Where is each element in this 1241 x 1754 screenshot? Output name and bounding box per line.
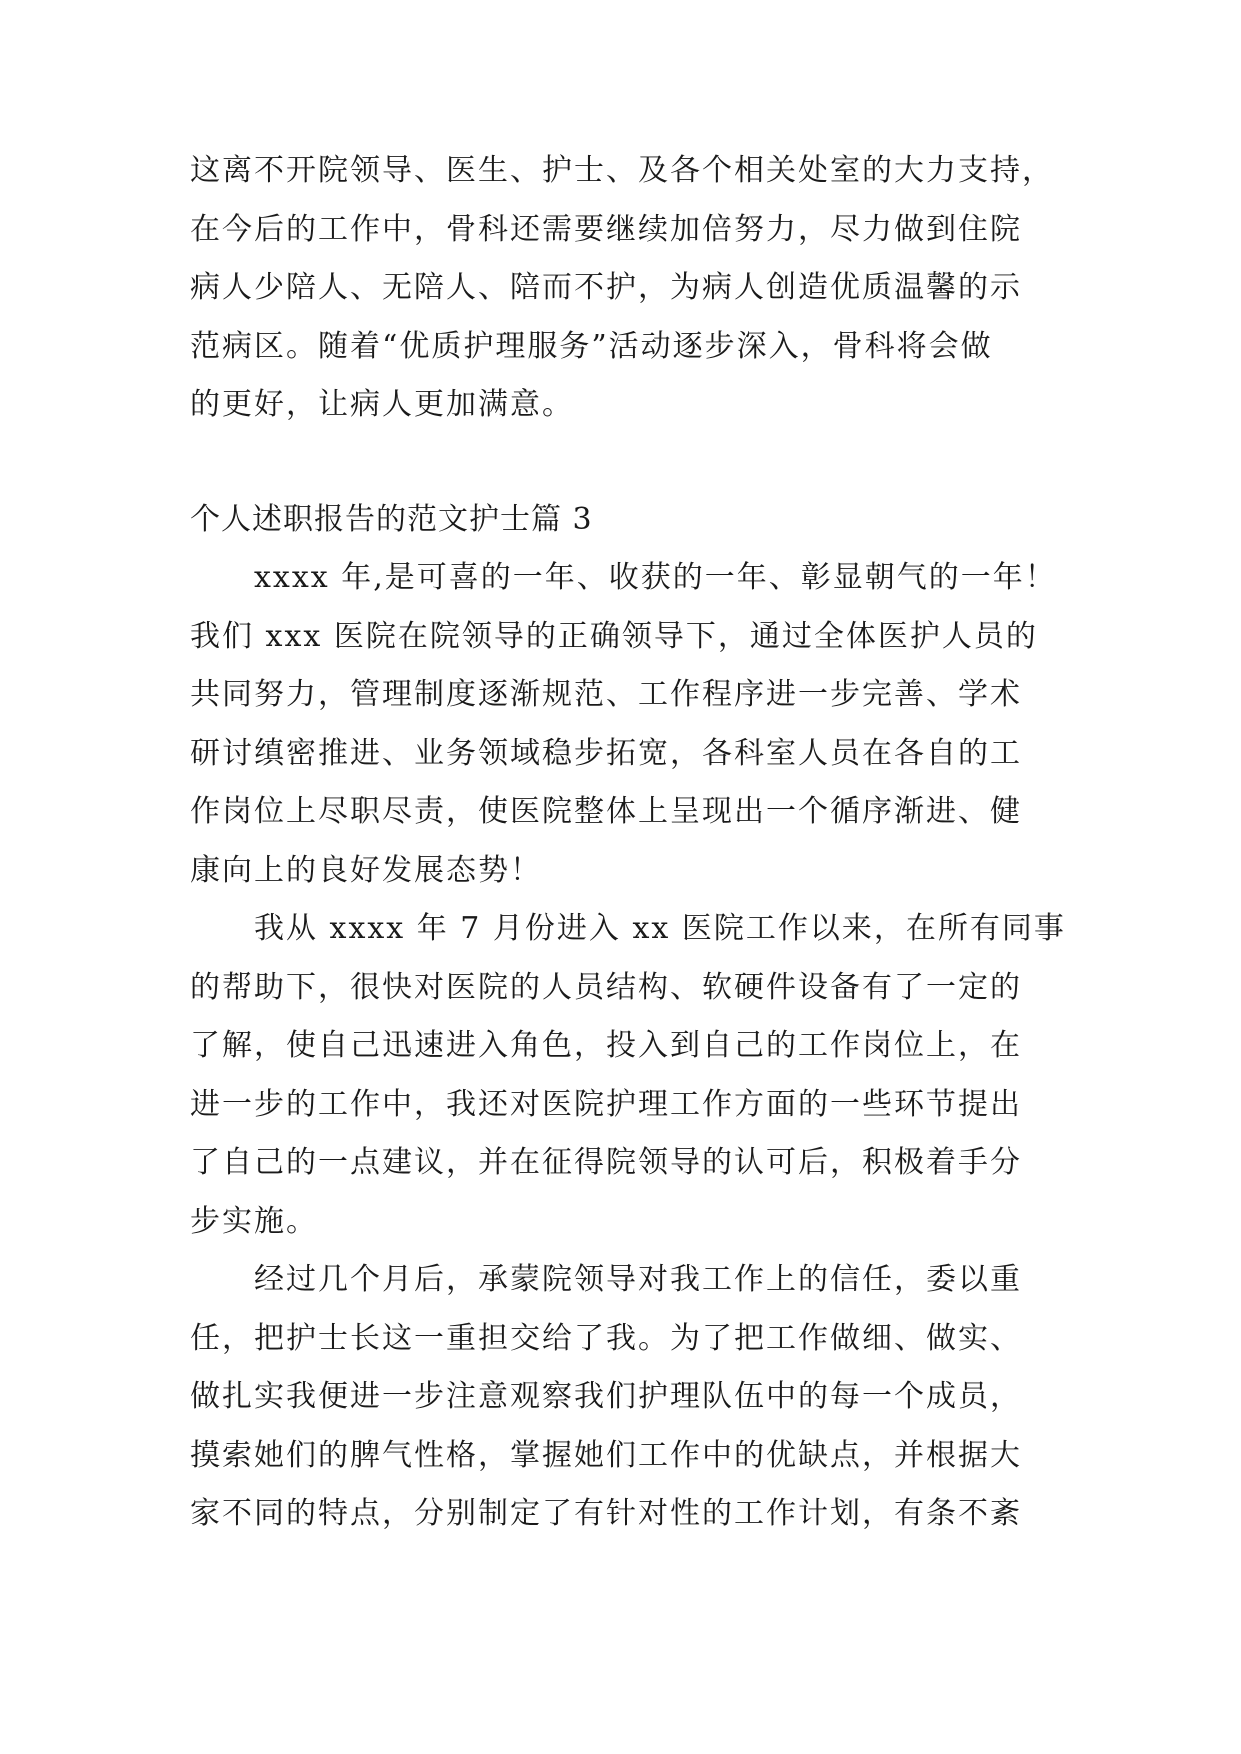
text-line: 我从 xxxx 年 7 月份进入 xx 医院工作以来，在所有同事	[190, 911, 1066, 946]
paragraph-3	[190, 1251, 1054, 1544]
text-line: 步实施。	[190, 1203, 318, 1239]
text-line: 病人少陪人、无陪人、陪而不护，为病人创造优质温馨的示	[190, 270, 1022, 305]
text-line: 在今后的工作中，骨科还需要继续加倍努力，尽力做到住院	[190, 211, 1022, 247]
document-body	[190, 142, 1066, 1544]
text-line: 的更好，让病人更加满意。	[190, 387, 574, 422]
text-line: 的帮助下，很快对医院的人员结构、软硬件设备有了一定的	[190, 969, 1022, 1005]
text-line: 共同努力，管理制度逐渐规范、工作程序进一步完善、学术	[190, 677, 1022, 712]
text-line: 我们 xxx 医院在院领导的正确领导下，通过全体医护人员的	[190, 618, 1038, 654]
text-line: 了自己的一点建议，并在征得院领导的认可后，积极着手分	[190, 1145, 1022, 1180]
paragraph-2	[190, 900, 1066, 1251]
text-line: 进一步的工作中，我还对医院护理工作方面的一些环节提出	[190, 1086, 1022, 1122]
text-line: 康向上的良好发展态势！	[190, 852, 542, 888]
text-line: 任，把护士长这一重担交给了我。为了把工作做细、做实、	[190, 1320, 1022, 1356]
text-line: 家不同的特点，分别制定了有针对性的工作计划，有条不紊	[190, 1496, 1022, 1531]
section-heading: 个人述职报告的范文护士篇 3	[190, 501, 593, 537]
text-line: 范病区。随着“优质护理服务”活动逐步深入，骨科将会做	[190, 328, 993, 364]
text-line: 研讨缜密推进、业务领域稳步拓宽，各科室人员在各自的工	[190, 735, 1022, 771]
text-line: 经过几个月后，承蒙院领导对我工作上的信任，委以重	[190, 1262, 1022, 1297]
paragraph-1	[190, 549, 1057, 900]
text-line: 摸索她们的脾气性格，掌握她们工作中的优缺点，并根据大	[190, 1437, 1022, 1473]
intro-paragraph	[190, 142, 1054, 435]
text-line: 做扎实我便进一步注意观察我们护理队伍中的每一个成员，	[190, 1379, 1022, 1414]
text-line: 这离不开院领导、医生、护士、及各个相关处室的大力支持，	[190, 153, 1054, 188]
text-line: 作岗位上尽职尽责，使医院整体上呈现出一个循序渐进、健	[190, 794, 1022, 829]
text-line: 了解，使自己迅速进入角色，投入到自己的工作岗位上，在	[190, 1028, 1022, 1063]
text-line: xxxx 年,是可喜的一年、收获的一年、彰显朝气的一年！	[190, 560, 1057, 595]
